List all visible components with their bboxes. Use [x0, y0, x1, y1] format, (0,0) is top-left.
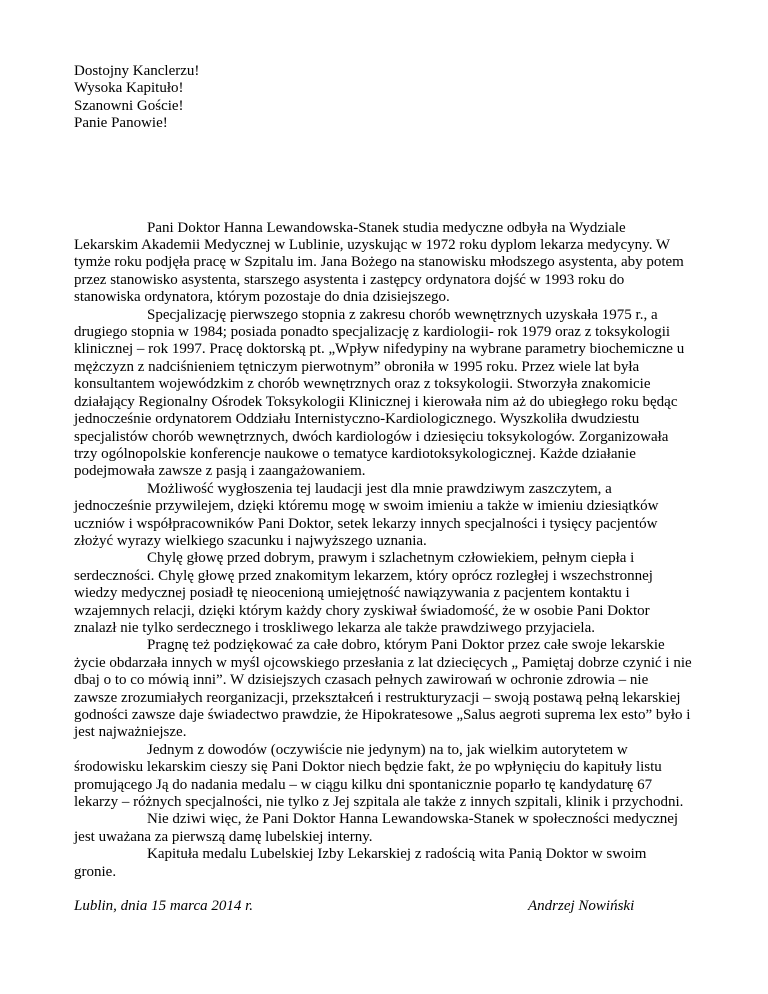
paragraph-honor: Możliwość wygłoszenia tej laudacji jest dla mnie prawdziwym zaszczytem, a jednocześnie przywilejem, dzięki któremu mogę w swoim imieniu a także w imieniu dziesiątków uczniów i współpracowników Pani Doktor, setek lekarzy innych specjalności i tysięcy pacjentów złożyć wyrazy wielkiego szacunku i najwyższego uznania. — [74, 480, 659, 549]
paragraph-welcome: Kapituła medalu Lubelskiej Izby Lekarskiej z radością wita Panią Doktor w swoim gronie. — [74, 846, 647, 880]
salutations-block — [74, 63, 692, 133]
salutation-line: Wysoka Kapituło! — [74, 80, 184, 97]
place-and-date: Lublin, dnia 15 marca 2014 r. — [74, 898, 254, 914]
salutation-line: Dostojny Kanclerzu! — [74, 63, 200, 79]
salutation-line: Szanowni Goście! — [74, 97, 184, 114]
salutation-line: Panie Panowie! — [74, 115, 168, 132]
paragraph-tribute: Chylę głowę przed dobrym, prawym i szlachetnym człowiekiem, pełnym ciepła i serdeczności. Chylę głowę przed znakomitym lekarzem, który oprócz rozległej i wszechstronnej wiedzy medycznej posiadł tę nieocenioną umiejętność nawiązywania z pacjentem kontaktu i wzajemnych relacji, dzięki którym każdy chory zyskiwał świadomość, że w osobie Pani Doktor znalazł nie tylko serdecznego i troskliwego lekarza ale także prawdziwego przyjaciela. — [74, 550, 653, 636]
paragraph-first-lady: Nie dziwi więc, że Pani Doktor Hanna Lewandowska-Stanek w społeczności medycznej jest uważana za pierwszą damę lubelskiej interny. — [74, 811, 679, 845]
paragraph-education: Pani Doktor Hanna Lewandowska-Stanek studia medyczne odbyła na Wydziale Lekarskim Akademii Medycznej w Lublinie, uzyskując w 1972 roku dyplom lekarza medycyny. W tymże roku podjęła pracę w Szpitalu im. Jana Bożego na stanowisku młodszego asystenta, aby potem przez stanowisko asystenta, starszego asystenta i zastępcy ordynatora dojść w 1993 roku do stanowiska ordynatora, którym pozostaje do dnia dzisiejszego. — [74, 219, 684, 306]
document-page — [74, 63, 692, 881]
author-signature: Andrzej Nowiński — [528, 898, 635, 914]
paragraph-gratitude: Pragnę też podziękować za całe dobro, którym Pani Doktor przez całe swoje lekarskie życie obdarzała innych w myśl ojcowskiego przesłania z lat dziecięcych „ Pamiętaj dobrze czynić i nie dbaj o to co mówią inni”. W dzisiejszych czasach pełnych zawirowań w ochronie zdrowia – nie zawsze zrozumiałych reorganizacji, przekształceń i restrukturyzacji – swoją postawą pełną lekarskiej godności zawsze daje świadectwo prawdzie, że Hipokratesowe „Salus aegroti suprema lex esto” było i jest najważniejsze. — [74, 637, 692, 741]
laudation-body — [74, 220, 692, 881]
paragraph-authority: Jednym z dowodów (oczywiście nie jedynym) na to, jak wielkim autorytetem w środowisku lekarskim cieszy się Pani Doktor niech będzie fakt, że po wpłynięciu do kapituły listu promującego Ją do nadania medalu – w ciągu kilku dni spontanicznie poparło tę kandydaturę 67 lekarzy – różnych specjalności, nie tylko z Jej szpitala ale także z innych szpitali, klinik i przychodni. — [74, 741, 684, 811]
paragraph-specializations: Specjalizację pierwszego stopnia z zakresu chorób wewnętrznych uzyskała 1975 r., a drugiego stopnia w 1984; posiada ponadto specjalizację z kardiologii- rok 1979 oraz z toksykologii klinicznej – rok 1997. Pracę doktorską pt. „Wpływ nifedypiny na wybrane parametry biochemiczne u mężczyzn z nadciśnieniem tętniczym pierwotnym” obroniła w 1995 roku. Przez wiele lat była konsultantem wojewódzkim z chorób wewnętrznych oraz z toksykologii. Stworzyła znakomicie działający Regionalny Ośrodek Toksykologii Klinicznej i kierowała nim aż do ubiegłego roku będąc jednocześnie ordynatorem Oddziału Internistyczno-Kardiologicznego. Wyszkoliła dwudziestu specjalistów chorób wewnętrznych, dwóch kardiologów i dziesięciu toksykologów. Zorganizowała trzy ogólnopolskie konferencje naukowe o tematyce kardiotoksykologicznej. Każde działanie podejmowała zawsze z pasją i zaangażowaniem. — [74, 306, 685, 480]
